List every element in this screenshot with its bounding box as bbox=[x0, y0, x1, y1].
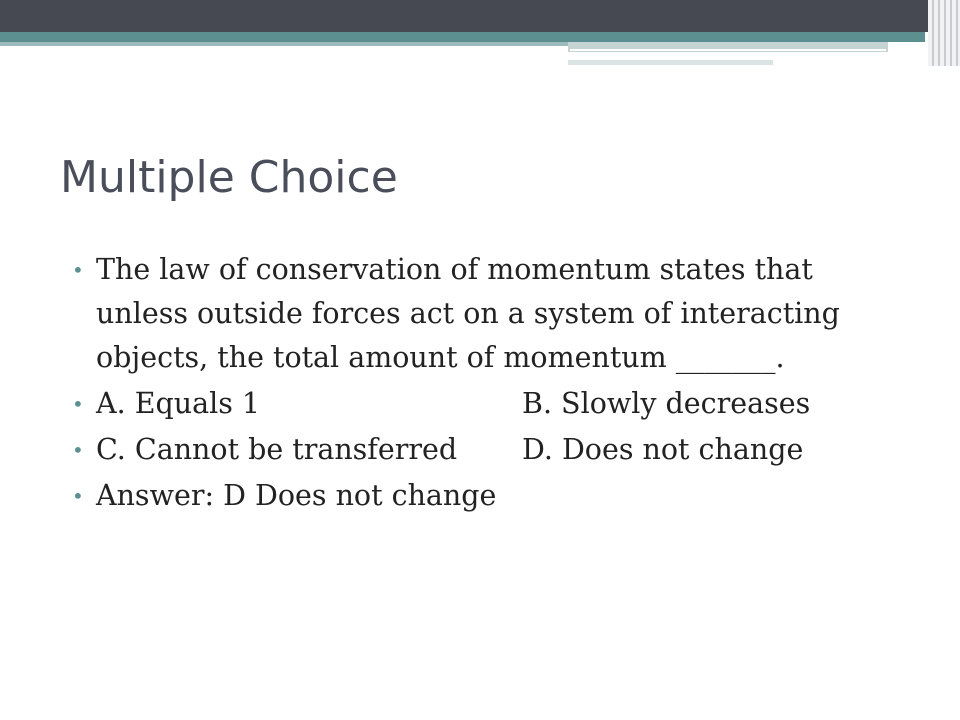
header-right-stripes bbox=[928, 0, 960, 66]
answer-text: Answer: D Does not change bbox=[96, 479, 497, 512]
option-c: C. Cannot be transferred bbox=[96, 433, 458, 466]
bullet-icon: • bbox=[72, 484, 84, 508]
options-row-cd bbox=[72, 428, 872, 472]
slide-body bbox=[72, 248, 872, 520]
option-d: D. Does not change bbox=[522, 433, 804, 466]
header-dark-band bbox=[0, 0, 960, 32]
question-text: The law of conservation of momentum states that unless outside forces act on a system of interacting objects, the total amount of momentum _______. bbox=[96, 253, 840, 374]
question-item bbox=[72, 248, 872, 380]
answer-item bbox=[72, 474, 872, 518]
slide-title: Multiple Choice bbox=[60, 152, 398, 203]
bullet-icon: • bbox=[72, 438, 84, 462]
header-teal-band bbox=[0, 32, 925, 42]
bullet-icon: • bbox=[72, 258, 84, 282]
option-b: B. Slowly decreases bbox=[522, 387, 811, 420]
header-accent-line-lower bbox=[568, 60, 773, 65]
header-accent-highlight bbox=[570, 49, 886, 51]
option-a: A. Equals 1 bbox=[96, 387, 261, 420]
header-accent-line bbox=[0, 42, 570, 46]
options-row-ab bbox=[72, 382, 872, 426]
bullet-icon: • bbox=[72, 392, 84, 416]
